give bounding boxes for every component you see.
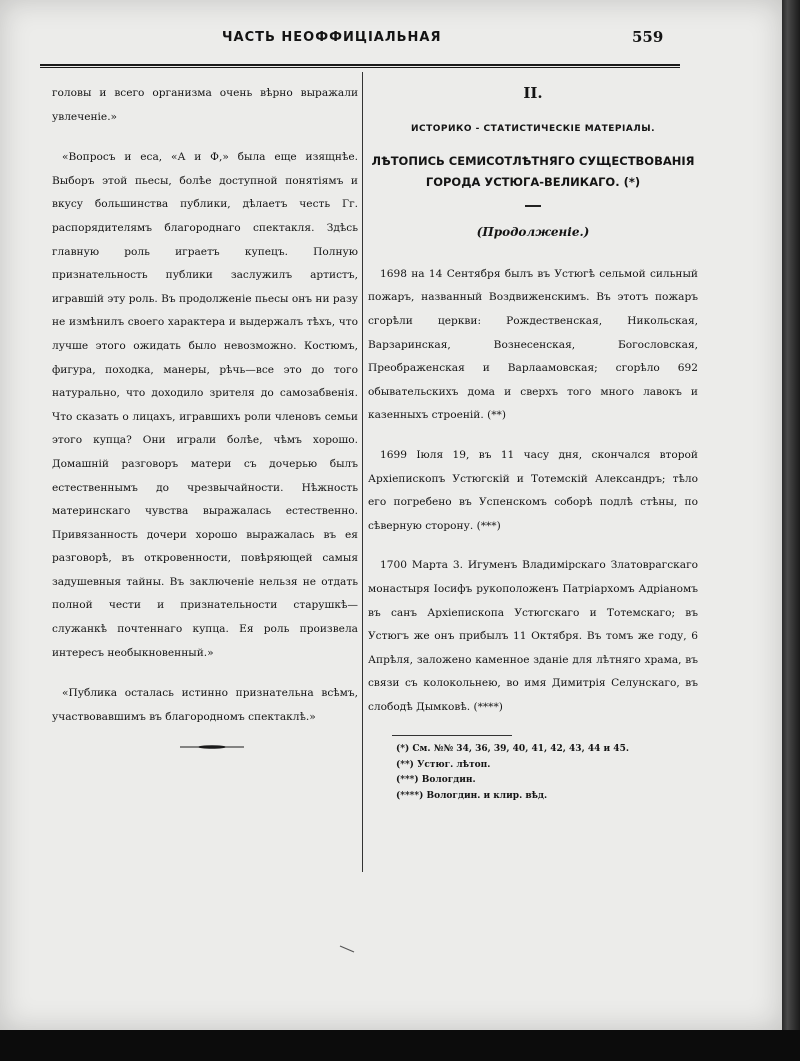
column-divider <box>362 72 363 872</box>
footnote: (*) См. №№ 34, 36, 39, 40, 41, 42, 43, 44 и 45. <box>396 744 629 755</box>
section-heading: ИСТОРИКО - СТАТИСТИЧЕСКІЕ МАТЕРІАЛЫ. <box>410 123 656 134</box>
left-column <box>52 82 358 746</box>
footnote-rule <box>392 735 512 736</box>
page-header-title: ЧАСТЬ НЕОФФИЦІАЛЬНАЯ <box>222 30 442 45</box>
scan-right-edge <box>782 0 800 1061</box>
right-column <box>368 82 698 804</box>
footnote: (***) Вологдин. <box>396 775 476 786</box>
ink-mark-icon <box>338 944 358 954</box>
scan-bottom-edge <box>0 1030 800 1061</box>
continued-label: (Продолженіе.) <box>476 225 590 240</box>
left-paragraph: головы и всего организма очень вѣрно выражали увлеченіе.» <box>52 87 358 123</box>
ornament-rule-icon <box>180 745 244 749</box>
title-rule <box>525 205 541 207</box>
footnote: (**) Устюг. лѣтоп. <box>396 759 491 770</box>
page-number: 559 <box>632 28 664 46</box>
chronicle-entry: 1699 Іюля 19, въ 11 часу дня, скончался второй Архіепископъ Устюгскій и Тотемскій Александръ; тѣло его погребено въ Успенскомъ соборѣ подлѣ стѣны, по сѣверную сторону. (***) <box>368 448 698 532</box>
chronicle-entry: 1698 на 14 Сентября былъ въ Устюгѣ сельмой сильный пожаръ, названный Воздвиженскимъ. Въ этотъ пожаръ сгорѣли церкви: Рождественская, Никольская, Варзаринская, Вознесенская, Богословская, Преображенская и Варлаамовская; сгорѣло 692 обывательскихъ дома и сверхъ того много лавокъ и казенныхъ строеній. (**) <box>368 267 698 422</box>
chronicle-entry: 1700 Марта 3. Игуменъ Владимірскаго Златоврагскаго монастыря Іосифъ рукоположенъ Патріархомъ Адріаномъ въ санъ Архіепископа Устюгскаго и Тотемскаго; въ Устюгъ же онъ прибылъ 11 Октября. Въ томъ же году, 6 Апрѣля, заложено каменное зданіе для лѣтняго храма, въ связи съ колокольнею, во имя Димитрія Селунскаго, въ слободѣ Дымковѣ. (****) <box>368 559 698 713</box>
article-title: ЛѢТОПИСЬ СЕМИСОТЛѢТНЯГО СУЩЕСТВОВАНІЯ ГОРОДА УСТЮГА-ВЕЛИКАГО. (*) <box>371 154 695 190</box>
footnotes <box>368 742 698 804</box>
footnote: (****) Вологдин. и клир. вѣд. <box>396 790 548 801</box>
header-rule <box>40 64 680 68</box>
section-number: II. <box>523 84 543 102</box>
left-paragraph: «Вопросъ и еса, «А и Ф,» была еще изящнѣе. Выборъ этой пьесы, болѣе доступной понятіямъ и вкусу большинства публики, дѣлаетъ честь Гг. распорядителямъ благороднаго спектакля. Здѣсь главную роль играетъ купецъ. Полную признательность публики заслужилъ артистъ, игравшій эту роль. Въ продолженіе пьесы онъ ни разу не измѣнилъ своего характера и выдержалъ тѣхъ, что лучше этого ожидать было невозможно. Костюмъ, фигура, походка, манеры, рѣчь—все это до того натурально, что доходило зрителя до самозабвенія. Что сказать о лицахъ, игравшихъ роли членовъ семьи этого купца? Они играли болѣе, чѣмъ хорошо. Домашній разговоръ матери съ дочерью былъ естественнымъ до чрезвычайности. Нѣжность материнскаго чувства выражалась естественно. Привязанность дочери хорошо выражалась въ ея разговорѣ, въ откровенности, повѣряющей самыя задушевныя тайны. Въ заключеніе нельзя не отдать полной чести и признательности старушкѣ—служанкѣ почтеннаго купца. Ея роль произвела интересъ необыкновенный.» <box>52 151 358 659</box>
left-paragraph: «Публика осталась истинно признательна всѣмъ, участвовавшимъ въ благородномъ спектаклѣ.» <box>52 687 358 723</box>
